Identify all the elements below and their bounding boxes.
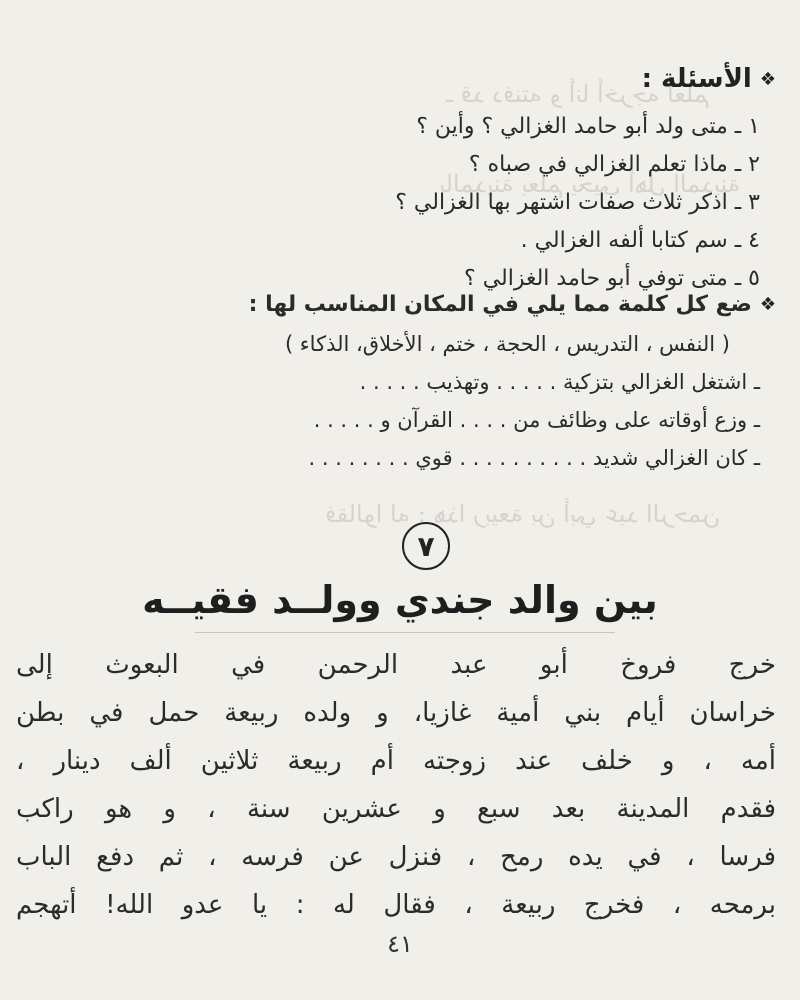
paragraph-line: برمحه ، فخرج ربيعة ، فقال له : يا عدو الله! أتهجم [16,890,776,920]
fill-sentence: ـ وزع أوقاته على وظائف من . . . . القرآن و . . . . . [313,408,760,432]
question-item: ١ ـ متى ولد أبو حامد الغزالي ؟ وأين ؟ [416,114,760,139]
paragraph-line: فقدم المدينة بعد سبع و عشرين سنة ، و هو راكب [16,794,776,824]
exercise-instruction [249,292,776,317]
diamond-bullet-icon: ❖ [759,68,776,90]
diamond-bullet-icon: ❖ [759,294,776,315]
paragraph-line: فرسا ، في يده رمح ، فنزل عن فرسه ، ثم دفع الباب [16,842,776,872]
title-divider [195,632,615,633]
lesson-number-badge [402,522,450,570]
question-item: ٤ ـ سم كتابا ألفه الغزالي . [520,228,760,253]
question-item: ٥ ـ متى توفي أبو حامد الغزالي ؟ [464,266,760,291]
paragraph-line: خراسان أيام بني أمية غازيا، و ولده ربيعة حمل في بطن [16,698,776,728]
bleed-through-text: بالمدينة بعلم يحيى أهل المدينة [438,170,740,198]
lesson-number: ٧ [417,529,435,563]
exercise-instruction-text: ضع كل كلمة مما يلي في المكان المناسب لها : [248,292,752,317]
questions-heading-text: الأسئلة : [641,64,752,94]
fill-sentence: ـ اشتغل الغزالي بتزكية . . . . . وتهذيب . . . . . [359,370,760,394]
fill-sentence: ـ كان الغزالي شديد . . . . . . . . . . قوي . . . . . . . . [308,446,760,470]
questions-heading [642,64,776,94]
bleed-through-text: ـ قد دفنته و أنا أخرجه لعلم [446,80,710,108]
lesson-title: بين والد جندي وولــد فقيــه [142,578,658,622]
bleed-through-text: فقالوا له : هذا ربيعة بن أبي عبد الرحمن [324,500,720,528]
questions-list [40,108,760,298]
question-item: ٣ ـ اذكر ثلاث صفات اشتهر بها الغزالي ؟ [395,190,760,215]
question-item: ٢ ـ ماذا تعلم الغزالي في صباه ؟ [468,152,760,177]
paragraph-line: خرج فروخ أبو عبد الرحمن في البعوث إلى [16,650,776,680]
page-number: ٤١ [387,930,413,958]
paragraph-line: أمه ، و خلف عند زوجته أم ربيعة ثلاثين ألف دينار ، [16,746,776,776]
word-bank: ( النفس ، التدريس ، الحجة ، ختم ، الأخلاق، الذكاء ) [284,332,730,356]
